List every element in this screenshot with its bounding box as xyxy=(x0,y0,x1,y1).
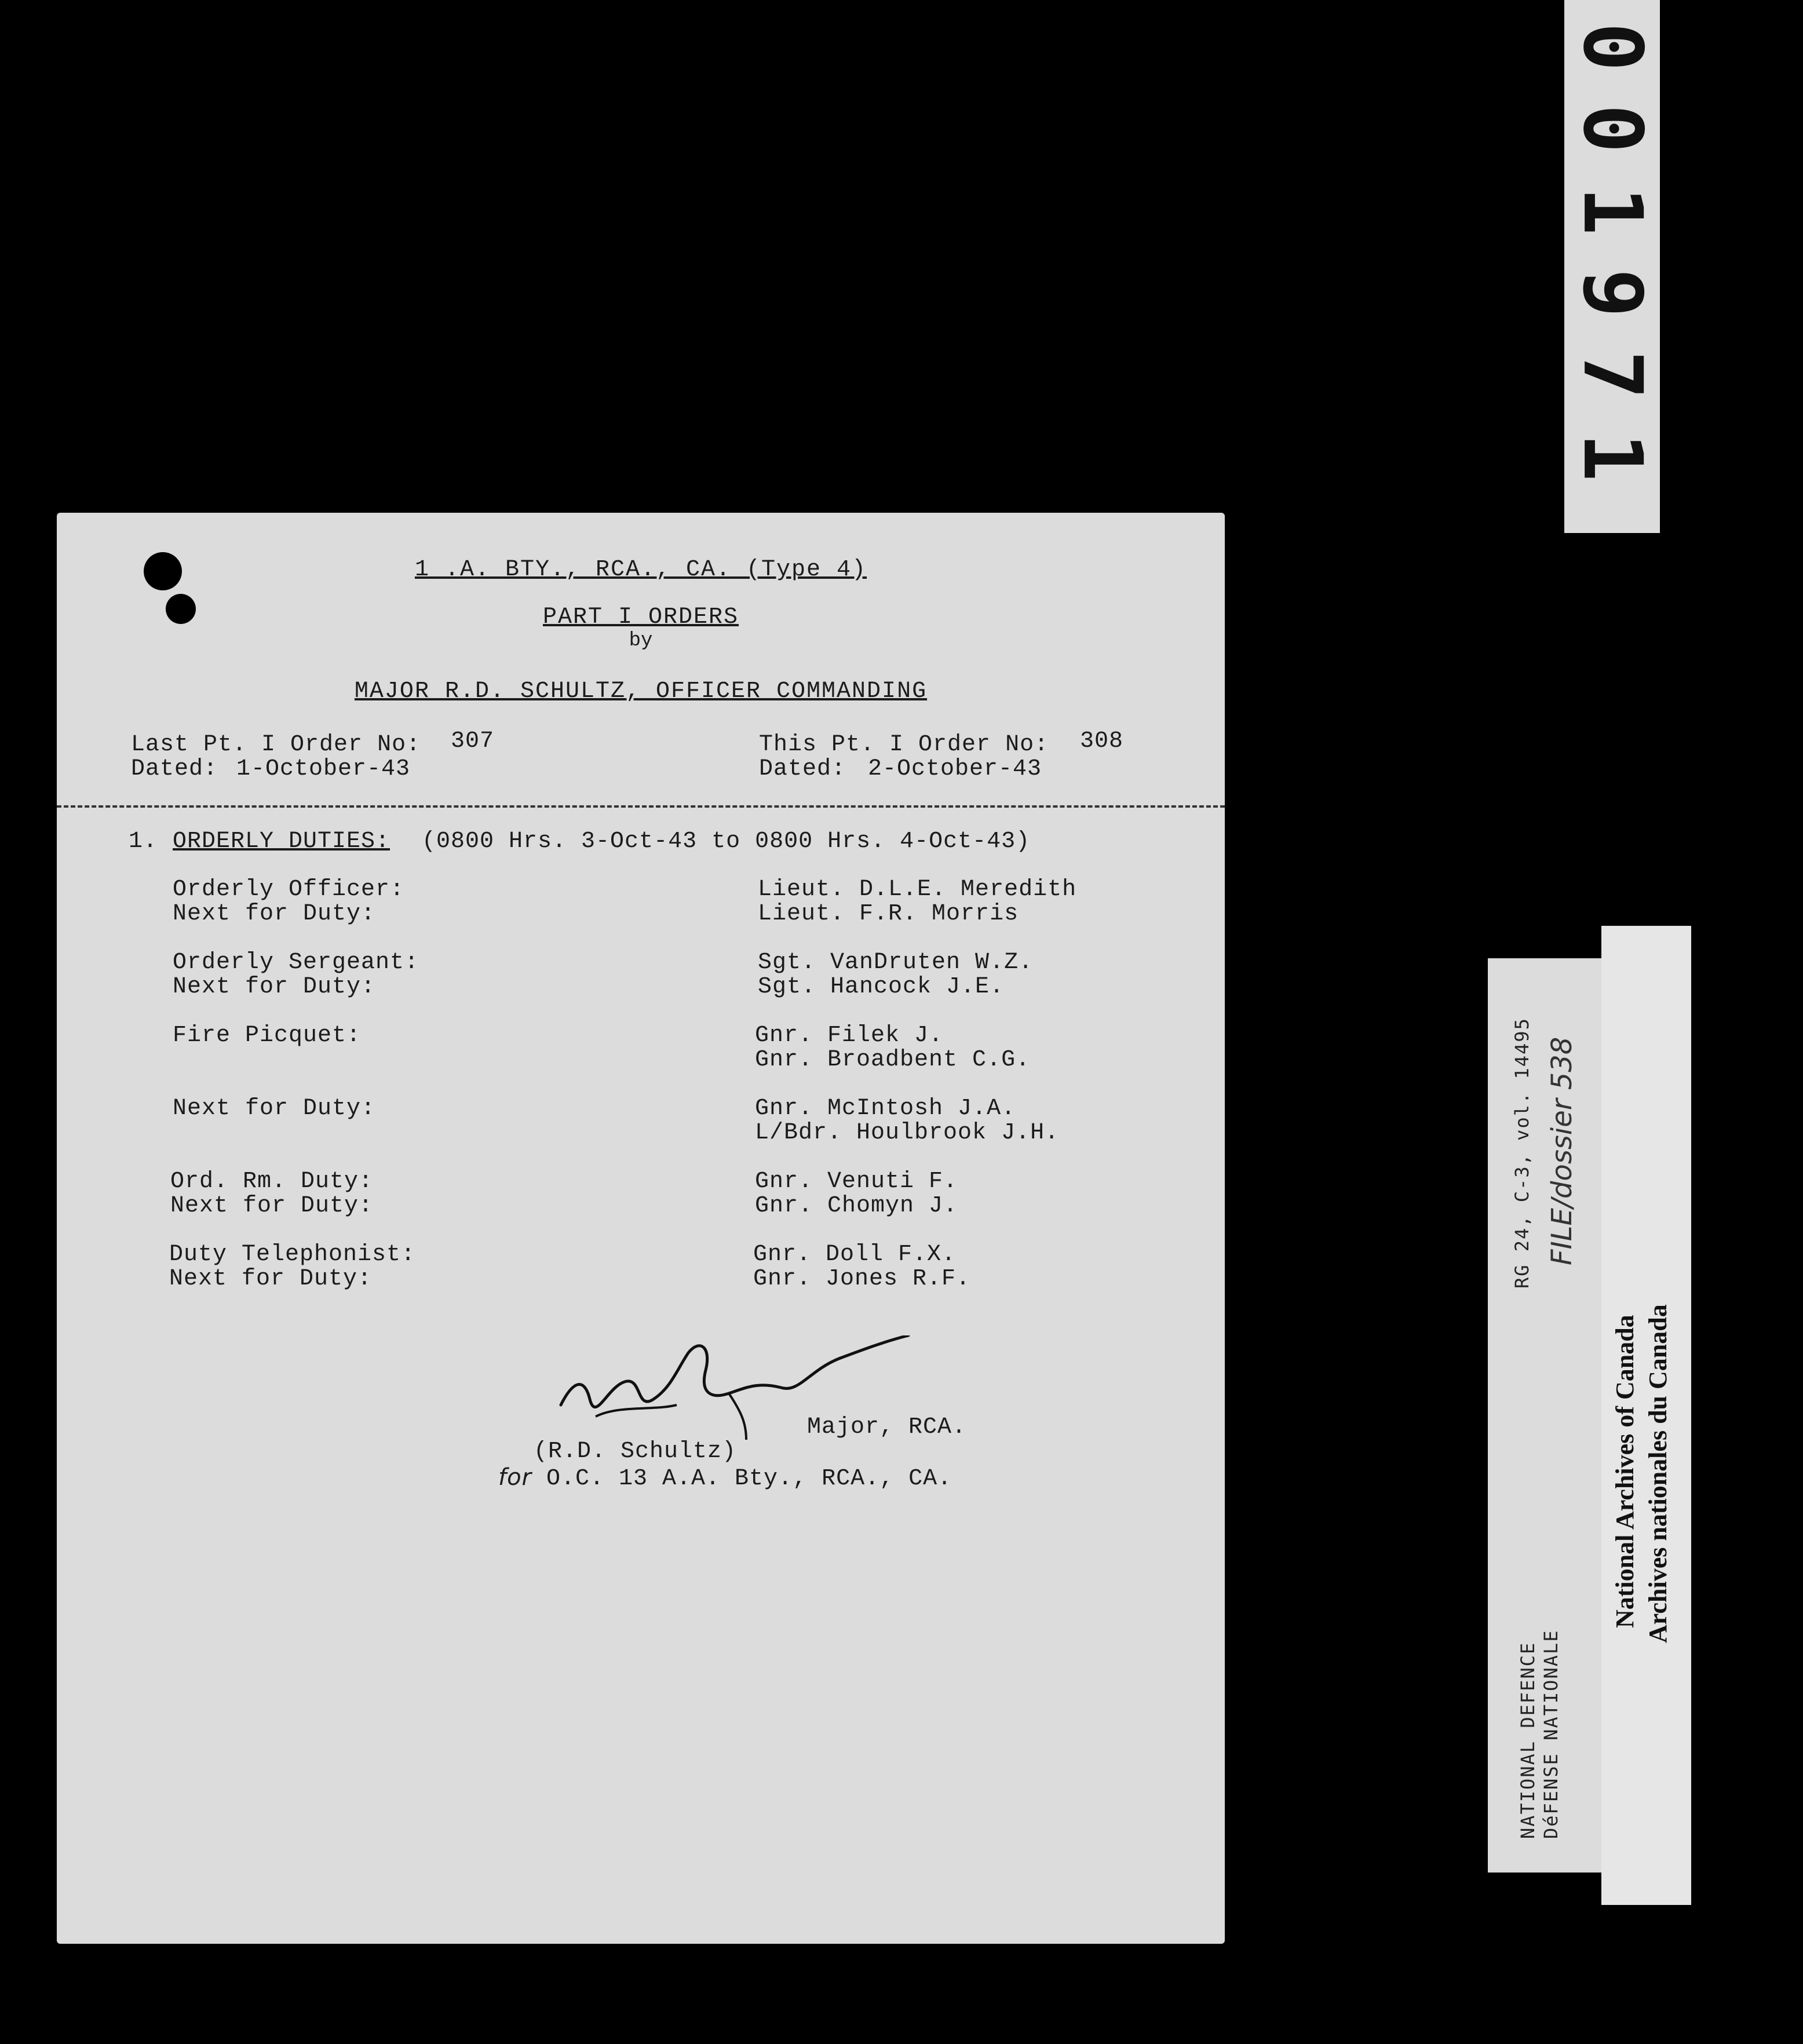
frame-counter xyxy=(1564,0,1660,533)
counter-digit: 1 xyxy=(1565,186,1660,236)
commander-title: MAJOR R.D. SCHULTZ, OFFICER COMMANDING xyxy=(354,678,928,705)
this-dated-label: Dated: xyxy=(759,756,846,782)
this-order-label: This Pt. I Order No: xyxy=(759,732,1049,758)
this-order-number: 308 xyxy=(1080,728,1124,754)
counter-digit: 0 xyxy=(1565,22,1660,71)
duty-label: Orderly Sergeant: xyxy=(173,950,419,976)
department-en: NATIONAL DEFENCE xyxy=(1517,1641,1539,1839)
counter-digit: 1 xyxy=(1565,432,1660,482)
section-title: ORDERLY DUTIES: xyxy=(173,828,390,855)
duty-label: Next for Duty: xyxy=(173,1096,376,1122)
last-order-number: 307 xyxy=(451,728,495,754)
duty-label: Fire Picquet: xyxy=(173,1023,362,1049)
duty-person: Gnr. Doll F.X. xyxy=(753,1242,957,1268)
signature-for: for xyxy=(498,1464,532,1491)
counter-digit: 9 xyxy=(1565,268,1660,317)
duty-person: Gnr. Chomyn J. xyxy=(755,1193,958,1219)
archive-reference-card xyxy=(1488,958,1604,1873)
duty-person: Lieut. F.R. Morris xyxy=(758,901,1019,927)
archive-reference: RG 24, C-3, vol. 14495 xyxy=(1511,1017,1533,1289)
this-dated-value: 2-October-43 xyxy=(868,756,1042,782)
duty-person: L/Bdr. Houlbrook J.H. xyxy=(755,1120,1060,1146)
last-order-label: Last Pt. I Order No: xyxy=(131,732,421,758)
signature-name: (R.D. Schultz) xyxy=(534,1439,737,1465)
file-label: FILE/dossier 538 xyxy=(1546,1036,1578,1265)
archive-name-fr: Archives nationales du Canada xyxy=(1644,1304,1672,1643)
duty-person: Gnr. Jones R.F. xyxy=(753,1266,971,1292)
section-number: 1. xyxy=(129,828,158,855)
by-text: by xyxy=(629,630,653,652)
duty-label: Orderly Officer: xyxy=(173,877,405,903)
duty-person: Gnr. Broadbent C.G. xyxy=(755,1047,1031,1073)
duty-label: Next for Duty: xyxy=(173,974,376,1000)
unit-title: 1 .A. BTY., RCA., CA. (Type 4) xyxy=(414,557,867,583)
duty-label: Ord. Rm. Duty: xyxy=(170,1169,374,1195)
duty-label: Next for Duty: xyxy=(170,1193,374,1219)
section-period: (0800 Hrs. 3-Oct-43 to 0800 Hrs. 4-Oct-43) xyxy=(422,828,1031,855)
duty-label: Next for Duty: xyxy=(173,901,376,927)
archive-name-en: National Archives of Canada xyxy=(1611,1315,1639,1628)
duty-label: Next for Duty: xyxy=(169,1266,373,1292)
counter-digit: 0 xyxy=(1565,104,1660,154)
duty-person: Sgt. Hancock J.E. xyxy=(758,974,1005,1000)
last-dated-label: Dated: xyxy=(131,756,218,782)
duty-label: Duty Telephonist: xyxy=(169,1242,416,1268)
duty-person: Lieut. D.L.E. Meredith xyxy=(758,877,1077,903)
counter-digit: 7 xyxy=(1565,351,1660,400)
duty-person: Gnr. Filek J. xyxy=(755,1023,944,1049)
duty-person: Gnr. Venuti F. xyxy=(755,1169,958,1195)
duty-person: Sgt. VanDruten W.Z. xyxy=(758,950,1034,976)
signature-rank: Major, RCA. xyxy=(807,1414,967,1440)
divider-line xyxy=(57,805,1225,808)
archives-label xyxy=(1601,926,1691,1905)
orders-title: PART I ORDERS xyxy=(542,604,739,630)
department-fr: DéFENSE NATIONALE xyxy=(1540,1629,1562,1839)
signature-oc: O.C. 13 A.A. Bty., RCA., CA. xyxy=(546,1466,952,1492)
document-page xyxy=(57,513,1225,1944)
duty-person: Gnr. McIntosh J.A. xyxy=(755,1096,1016,1122)
last-dated-value: 1-October-43 xyxy=(236,756,411,782)
